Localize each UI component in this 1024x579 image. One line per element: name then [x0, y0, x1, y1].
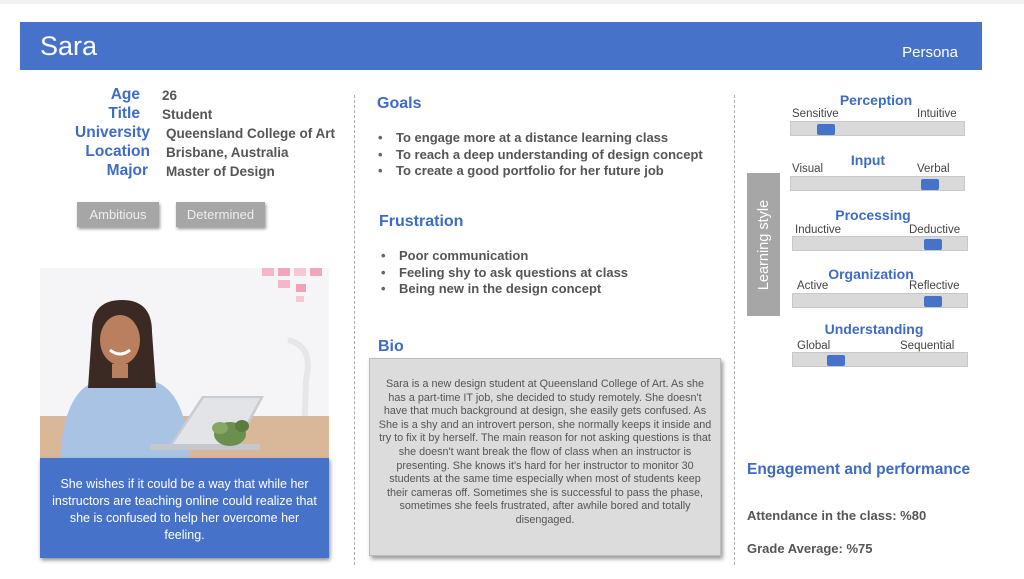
dimension-right-label: Verbal: [917, 163, 950, 175]
list-item: • Being new in the design concept: [377, 281, 628, 298]
dimension-title: Processing: [835, 207, 911, 223]
goals-title: Goals: [377, 95, 422, 112]
dimension-left-label: Visual: [792, 163, 824, 175]
slider-knob: [827, 355, 845, 366]
input-slider: [790, 176, 965, 191]
goals-list: [374, 130, 703, 180]
dimension-left-label: Active: [797, 280, 829, 292]
profile-value: 26: [162, 88, 178, 103]
processing-slider: [792, 236, 968, 251]
frustration-list: [377, 248, 628, 298]
attendance-text: Attendance in the class: %80: [747, 508, 927, 523]
top-divider: [0, 0, 1024, 4]
divider-right: [734, 95, 735, 565]
dimension-title: Organization: [828, 266, 914, 282]
slider-knob: [924, 239, 942, 250]
dimension-title: Understanding: [824, 321, 924, 337]
slider-knob: [924, 296, 942, 307]
dimension-right-label: Sequential: [900, 340, 955, 352]
profile-label: Location: [85, 143, 150, 160]
list-item: • To reach a deep understanding of design concept: [374, 147, 703, 164]
persona-illustration: [40, 268, 329, 458]
bio-text: Sara is a new design student at Queensland College of Art. As she has a part-time IT job, she decided to study remotely. She doesn't have that much background at design, she easily gets confused. As She is a shy and an introvert person, she normally keeps it inside and try to fix it by herself. The main reason for not asking questions is that she doesn't want break the flow of class when an instructor is presenting. She knows it's hard for her instructor to monitor 30 students at the same time especially when most of students keep their cameras off. Sometimes she is successful to pass the phase, sometimes she feels frustrated, after awhile bored and totally disengaged.: [369, 358, 721, 556]
dimension-right-label: Intuitive: [917, 108, 957, 120]
profile-title: [0, 105, 140, 125]
grade-average-text: Grade Average: %75: [747, 541, 873, 556]
engagement-title: Engagement and performance: [747, 461, 971, 478]
persona-name: Sara: [40, 31, 98, 61]
profile-label: University: [75, 124, 150, 141]
frustration-title: Frustration: [379, 213, 464, 230]
dimension-right-label: Deductive: [909, 224, 961, 236]
profile-label: Age: [110, 86, 140, 103]
perception-slider: [790, 121, 965, 136]
dimension-left-label: Sensitive: [792, 108, 839, 120]
profile-university: [0, 124, 150, 144]
learning-style-text: Learning style: [755, 199, 772, 290]
tag-ambitious: Ambitious: [77, 202, 159, 227]
profile-major: [0, 162, 148, 182]
divider-left: [354, 95, 355, 565]
list-item: • Poor communication: [377, 248, 628, 265]
dimension-left-label: Global: [797, 340, 831, 352]
organization-slider: [792, 293, 968, 308]
tag-determined: Determined: [176, 202, 265, 227]
profile-age: [0, 86, 140, 106]
profile-label: Title: [108, 105, 140, 122]
persona-label: Persona: [902, 44, 958, 61]
dimension-title: Input: [850, 152, 886, 168]
dimension-left-label: Inductive: [795, 224, 842, 236]
persona-photo: [40, 268, 329, 458]
dimension-right-label: Reflective: [909, 280, 960, 292]
understanding-slider: [792, 352, 968, 367]
bio-title: Bio: [378, 338, 404, 355]
list-item: • To engage more at a distance learning class: [374, 130, 703, 147]
learning-style-label: [747, 173, 780, 316]
profile-label: Major: [106, 162, 148, 179]
list-item: • Feeling shy to ask questions at class: [377, 265, 628, 282]
slider-knob: [817, 124, 835, 135]
photo-caption: She wishes if it could be a way that while her instructors are teaching online could realize that she is confused to help her overcome her feeling.: [40, 458, 329, 558]
dimension-title: Perception: [839, 92, 913, 108]
profile-value: Brisbane, Australia: [166, 145, 289, 160]
slider-knob: [921, 179, 939, 190]
list-item: • To create a good portfolio for her future job: [374, 163, 703, 180]
profile-value: Student: [162, 107, 213, 122]
profile-value: Master of Design: [166, 164, 275, 179]
profile-value: Queensland College of Art: [166, 126, 336, 141]
persona-header: [20, 22, 982, 70]
profile-location: [0, 143, 150, 163]
